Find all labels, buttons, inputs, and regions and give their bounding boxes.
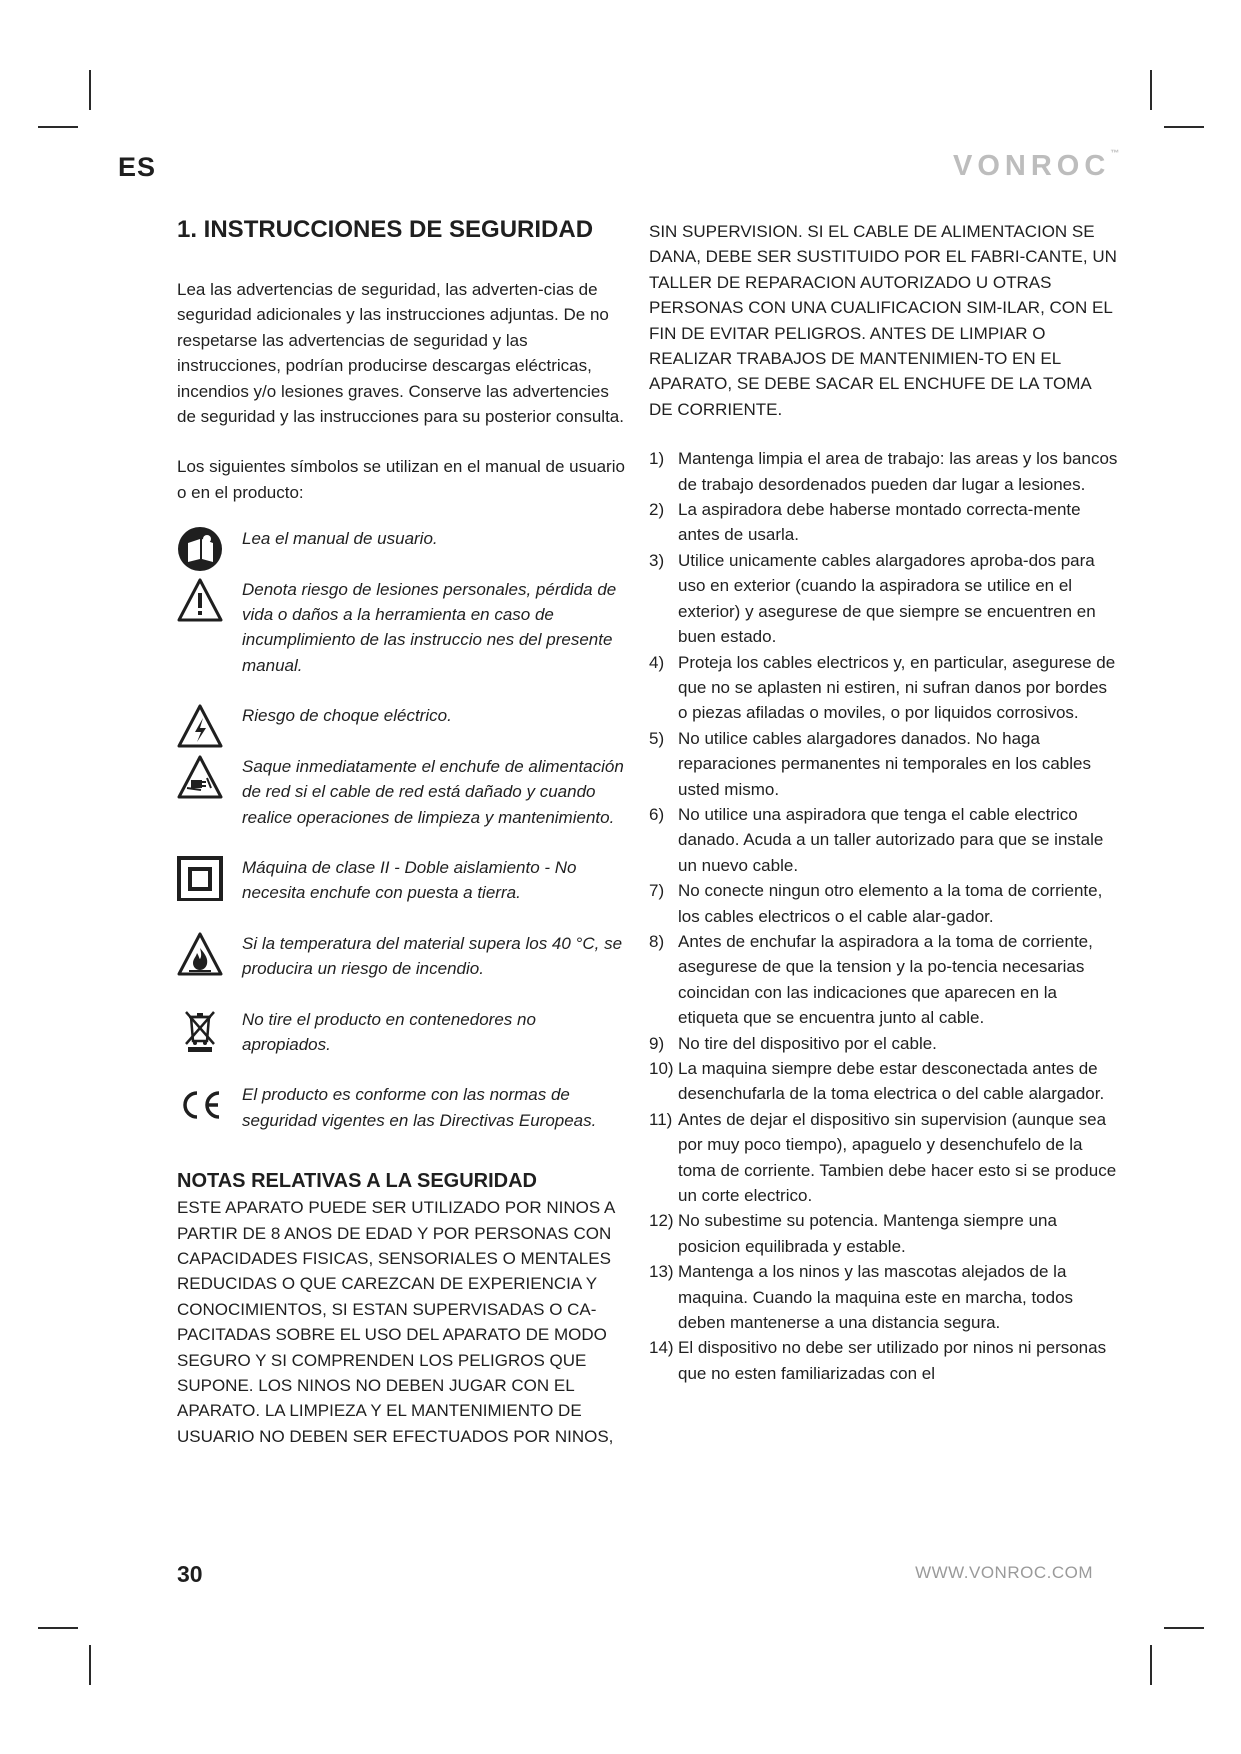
list-number: 10) [649, 1059, 674, 1078]
list-item [649, 802, 1119, 878]
list-item [649, 726, 1119, 802]
list-text: Utilice unicamente cables alargadores aproba-dos para uso en exterior (cuando la aspiradora se utilice en el exterior) y asegurese de que siempre se encuentren en buen estado. [678, 550, 1096, 647]
list-item [649, 878, 1119, 929]
list-item [649, 548, 1119, 650]
list-number: 9) [649, 1033, 665, 1053]
list-number: 12) [649, 1211, 674, 1231]
symbol-text: No tire el producto en contenedores no apropiados. [242, 1009, 536, 1054]
list-text: Antes de dejar el dispositivo sin supervision (aunque sea por muy poco tiempo), apaguelo y desenchufelo de la toma de corriente. Tambien debe hacer esto si se produce un corte electrico. [678, 1109, 1117, 1206]
page-number: 30 [177, 1561, 203, 1587]
list-item [649, 1259, 1119, 1335]
crop-mark [89, 1645, 91, 1685]
list-number: 13) [649, 1262, 674, 1282]
list-text: Proteja los cables electricos y, en particular, asegurese de que no se aplasten ni estiren, ni sufran danos por bordes o piezas afiladas o moviles, o por liquidos corrosivos. [678, 652, 1116, 723]
list-text: El dispositivo no debe ser utilizado por ninos ni personas que no esten familiarizadas con el [678, 1338, 1107, 1383]
list-number: 11) [649, 1109, 673, 1129]
list-number: 3) [649, 550, 665, 570]
crop-mark [89, 70, 91, 110]
symbol-item [177, 577, 627, 679]
list-number: 6) [649, 804, 665, 824]
symbol-item [177, 1082, 627, 1133]
safety-rules-list [649, 446, 1119, 1386]
list-text: Antes de enchufar la aspiradora a la toma de corriente, asegurese de que la tension y la po-tencia necesarias coincidan con las indicaciones que aparecen en la etiqueta que se encuentra junto al cable. [678, 931, 1093, 1028]
warning-icon [177, 577, 223, 623]
symbols-intro: Los siguientes símbolos se utilizan en el manual de usuario o en el producto: [177, 457, 625, 502]
ce-mark-icon [177, 1082, 223, 1128]
crop-mark [38, 126, 78, 128]
symbol-text: Si la temperatura del material supera los 40 °C, se producira un riesgo de incendio. [242, 933, 623, 979]
list-number: 8) [649, 931, 665, 951]
read-manual-icon [177, 526, 223, 572]
left-column [177, 215, 627, 1449]
brand-name: VONROC [953, 150, 1111, 182]
list-item [649, 1031, 1119, 1056]
list-number: 14) [649, 1338, 674, 1358]
list-text: No tire del dispositivo por el cable. [678, 1033, 937, 1053]
crop-mark [1164, 126, 1204, 128]
list-item [649, 1056, 1119, 1107]
language-code: ES [118, 152, 157, 182]
symbol-item [177, 526, 627, 551]
list-number: 4) [649, 652, 665, 672]
list-text: No subestime su potencia. Mantenga siempre una posicion equilibrada y estable. [678, 1211, 1057, 1256]
list-number: 5) [649, 728, 665, 748]
brand-logo [953, 150, 1119, 183]
electric-shock-icon [177, 703, 223, 749]
website-url: WWW.VONROC.COM [915, 1563, 1093, 1582]
symbol-item [177, 703, 627, 728]
symbol-item [177, 754, 627, 830]
list-item [649, 497, 1119, 548]
list-item [649, 929, 1119, 1031]
crop-mark [1150, 70, 1152, 110]
fire-risk-icon [177, 931, 223, 977]
intro-paragraph: Lea las advertencias de seguridad, las adverten-cias de seguridad adicionales y las instrucciones adjuntas. De no respetarse las advertencias de seguridad y las instrucciones, podrían producirse descargas eléctricas, incendios y/o lesiones graves. Conserve las advertencies de seguridad y las instrucciones para su posterior consulta. [177, 280, 624, 427]
symbol-text: Saque inmediatamente el enchufe de alimentación de red si el cable de red está dañado y cuando realice operaciones de limpieza y mantenimiento. [242, 756, 624, 827]
symbol-item [177, 855, 627, 906]
list-item [649, 1335, 1119, 1386]
list-text: No conecte ningun otro elemento a la toma de corriente, los cables electricos o el cable alar-gador. [678, 881, 1103, 926]
list-item [649, 650, 1119, 726]
unplug-icon [177, 754, 223, 800]
symbol-text: Riesgo de choque eléctrico. [242, 706, 452, 726]
list-item [649, 1208, 1119, 1259]
list-item [649, 1107, 1119, 1209]
section-title: 1. INSTRUCCIONES DE SEGURIDAD [177, 216, 594, 243]
symbol-text: Lea el manual de usuario. [242, 529, 438, 549]
weee-bin-icon [177, 1007, 223, 1053]
symbol-item [177, 1007, 627, 1058]
symbol-text: Máquina de clase II - Doble aislamiento - No necesita enchufe con puesta a tierra. [242, 857, 577, 903]
safety-notes-title: NOTAS RELATIVAS A LA SEGURIDAD [177, 1170, 537, 1193]
list-number: 7) [649, 881, 665, 901]
safety-notes-text-continued: SIN SUPERVISION. SI EL CABLE DE ALIMENTACION SE DANA, DEBE SER SUSTITUIDO POR EL FABRI-CANTE, UN TALLER DE REPARACION AUTORIZADO U OTRAS PERSONAS CON UNA CUALIFICACION SIM-ILAR, CON EL FIN DE EVITAR PELIGROS. ANTES DE LIMPIAR O REALIZAR TRABAJOS DE MANTENIMIEN-TO EN EL APARATO, SE DEBE SACAR EL ENCHUFE DE LA TOMA DE CORRIENTE. [649, 222, 1117, 419]
list-text: No utilice una aspiradora que tenga el cable electrico danado. Acuda a un taller autorizado para que se instale un nuevo cable. [678, 804, 1104, 875]
list-text: La aspiradora debe haberse montado correcta-mente antes de usarla. [678, 500, 1081, 545]
crop-mark [38, 1627, 78, 1629]
crop-mark [1164, 1627, 1204, 1629]
list-number: 2) [649, 500, 665, 520]
symbol-text: El producto es conforme con las normas de seguridad vigentes en las Directivas Europeas. [242, 1085, 597, 1130]
symbol-list [177, 526, 627, 1133]
list-text: No utilice cables alargadores danados. No haga reparaciones permanentes ni temporales en los cables usted mismo. [678, 728, 1091, 799]
class-ii-icon [177, 855, 223, 901]
list-item [649, 446, 1119, 497]
list-text: La maquina siempre debe estar desconectada antes de desenchufarla de la toma electrica o del cable alargador. [678, 1059, 1105, 1104]
symbol-item [177, 931, 627, 982]
right-column [649, 219, 1119, 1386]
crop-mark [1150, 1645, 1152, 1685]
symbol-text: Denota riesgo de lesiones personales, pérdida de vida o daños a la herramienta en caso de incumplimiento de las instruccio nes del presente manual. [242, 579, 617, 675]
trademark-sign: ™ [1110, 148, 1120, 158]
list-text: Mantenga limpia el area de trabajo: las areas y los bancos de trabajo desordenados pueden dar lugar a lesiones. [678, 449, 1118, 494]
list-number: 1) [649, 449, 665, 469]
safety-notes-text: ESTE APARATO PUEDE SER UTILIZADO POR NINOS A PARTIR DE 8 ANOS DE EDAD Y POR PERSONAS CON CAPACIDADES FISICAS, SENSORIALES O MENTALES REDUCIDAS O QUE CAREZCAN DE EXPERIENCIA Y CONOCIMIENTOS, SI ESTAN SUPERVISADAS O CA-PACITADAS SOBRE EL USO DEL APARATO DE MODO SEGURO Y SI COMPRENDEN LOS PELIGROS QUE SUPONE. LOS NINOS NO DEBEN JUGAR CON EL APARATO. LA LIMPIEZA Y EL MANTENIMIENTO DE USUARIO NO DEBEN SER EFECTUADOS POR NINOS, [177, 1198, 615, 1446]
list-text: Mantenga a los ninos y las mascotas alejados de la maquina. Cuando la maquina este en marcha, todos deben mantenerse a una distancia segura. [678, 1262, 1074, 1333]
